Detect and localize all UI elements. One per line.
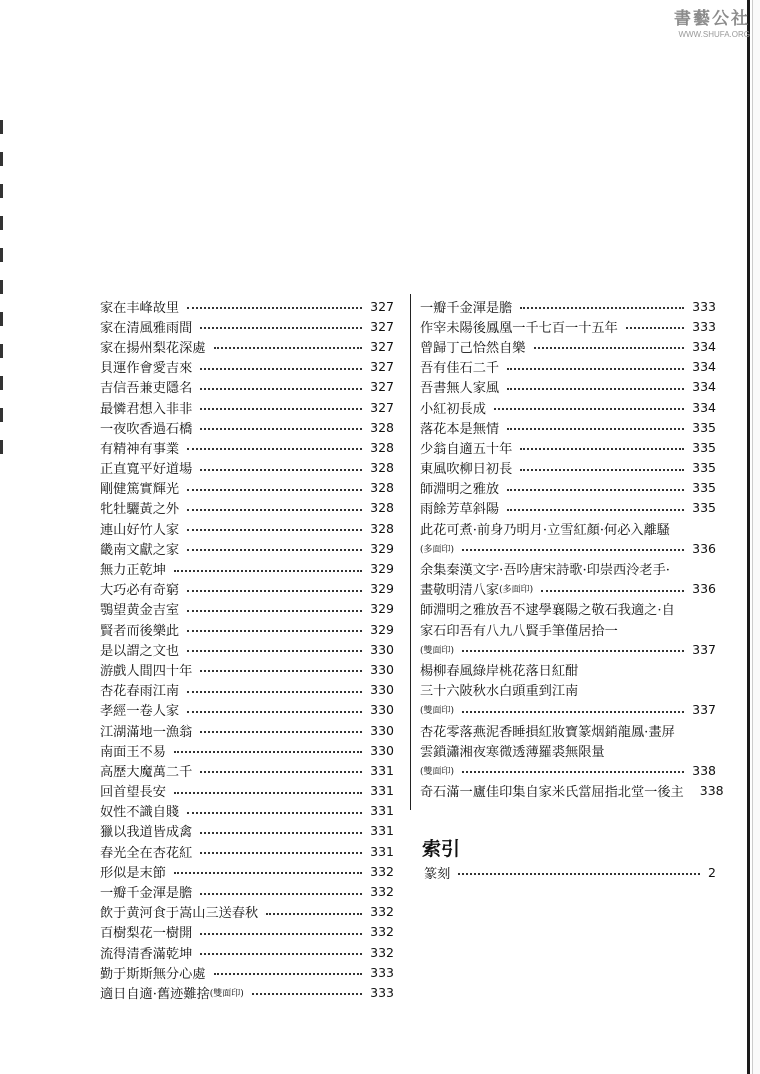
entry-title: 奴性不識自賤: [100, 805, 180, 821]
entry-page: 327: [370, 359, 394, 375]
entry-title: 三十六陂秋水白頭重到江南: [420, 684, 579, 700]
entry-title: 牝牡驪黃之外: [100, 502, 180, 518]
entry-title: 回首望長安: [100, 785, 166, 801]
entry-line: [420, 680, 716, 700]
entry-title: 曾歸丁己恰然自樂: [420, 340, 526, 356]
toc-entry: [100, 881, 394, 901]
toc-entry: [100, 740, 394, 760]
entry-title: 一瓣千金渾是膽: [100, 886, 193, 902]
entry-page: 336: [692, 581, 716, 597]
entry-page: 328: [370, 480, 394, 496]
entry-title: 是以謂之文也: [100, 643, 180, 659]
entry-note: (雙面印): [420, 706, 455, 717]
leader-dots: [187, 650, 362, 652]
entry-page: 333: [692, 318, 716, 334]
toc-entry: [100, 336, 394, 356]
toc-entry: [100, 962, 394, 982]
leader-dots: [200, 933, 362, 935]
entry-title: 賢者而後樂此: [100, 623, 180, 639]
toc-entry: [100, 558, 394, 578]
entry-page: 332: [370, 863, 394, 879]
leader-dots: [187, 549, 362, 551]
entry-title: 家在清風雅雨間: [100, 320, 193, 336]
leader-dots: [187, 630, 362, 632]
entry-title: 適日自適·舊迹難捨: [100, 986, 210, 1002]
entry-page: 330: [370, 661, 394, 677]
entry-title: 小紅初長成: [420, 401, 486, 417]
toc-entry: [100, 821, 394, 841]
leader-dots: [200, 388, 362, 390]
entry-note: (多面印): [499, 585, 534, 596]
leader-dots: [200, 953, 362, 955]
toc-entry: [420, 659, 716, 679]
entry-page: 327: [370, 379, 394, 395]
entry-title: 有精神有事業: [100, 441, 180, 457]
entry-page: 330: [370, 682, 394, 698]
index-list: [424, 862, 716, 882]
toc-entry: [420, 781, 724, 801]
entry-page: 332: [370, 884, 394, 900]
leader-dots: [520, 448, 684, 450]
entry-title: 吾有佳石二千: [420, 361, 500, 377]
entry-page: 329: [370, 561, 394, 577]
toc-entry: [100, 579, 394, 599]
entry-title: 游戲人間四十年: [100, 663, 193, 679]
entry-title: 飲于黄河食于嵩山三送春秋: [100, 906, 259, 922]
entry-title: 此花可煮·前身乃明月·立雪紅顏·何必入離騷: [420, 522, 670, 538]
entry-title: 勤于斯斯無分心處: [100, 966, 206, 982]
entry-page: 337: [692, 702, 716, 718]
toc-entry: [100, 841, 394, 861]
toc-entry: [100, 437, 394, 457]
toc-entry: [420, 357, 716, 377]
entry-page: 331: [370, 783, 394, 799]
entry-page: 331: [370, 823, 394, 839]
leader-dots: [507, 509, 684, 511]
leader-dots: [174, 872, 362, 874]
entry-line: [420, 740, 716, 760]
entry-title: 吾書無人家風: [420, 381, 500, 397]
entry-line: [420, 558, 716, 578]
toc-entry: [420, 417, 716, 437]
toc-entry: [100, 599, 394, 619]
leader-dots: [200, 670, 362, 672]
leader-dots: [174, 751, 362, 753]
toc-entry: [100, 700, 394, 720]
entry-title: 東風吹柳日初長: [420, 462, 513, 478]
toc-entry: [100, 982, 394, 1002]
leader-dots: [458, 873, 700, 875]
entry-page: 335: [692, 419, 716, 435]
entry-line: [420, 579, 716, 599]
toc-entry: [100, 316, 394, 336]
entry-line: [420, 720, 716, 740]
toc-entry: [420, 558, 716, 598]
toc-entry: [100, 760, 394, 780]
toc-entry: [420, 498, 716, 518]
leader-dots: [252, 993, 362, 995]
entry-title: 春光全在杏花紅: [100, 845, 193, 861]
toc-entry: [100, 659, 394, 679]
entry-title: 貝運作會愛吉來: [100, 361, 193, 377]
entry-title: 大巧必有奇窮: [100, 583, 180, 599]
toc-entry: [100, 417, 394, 437]
toc-left-column: [100, 296, 394, 1003]
leader-dots: [626, 327, 684, 329]
entry-line: [420, 538, 716, 558]
watermark-title: 書藝公社: [674, 9, 750, 29]
leader-dots: [494, 408, 684, 410]
toc-entry: [420, 720, 716, 781]
index-heading: 索引: [422, 838, 461, 860]
entry-page: 335: [692, 500, 716, 516]
entry-page: 335: [692, 439, 716, 455]
entry-page: 336: [692, 540, 716, 556]
entry-title: 楊柳春風綠岸桃花落日紅酣: [420, 663, 579, 679]
entry-page: 330: [370, 702, 394, 718]
entry-title: 百樹梨花一樹開: [100, 926, 193, 942]
entry-title: 一夜吹香過石橋: [100, 421, 193, 437]
toc-entry: [100, 458, 394, 478]
leader-dots: [266, 913, 362, 915]
leader-dots: [187, 691, 362, 693]
entry-title: 剛健篤實輝光: [100, 482, 180, 498]
leader-dots: [541, 590, 684, 592]
index-title: 篆刻: [424, 866, 451, 882]
toc-entry: [100, 680, 394, 700]
entry-title: 師淵明之雅放吾不逮學襄陽之敬石我適之·自: [420, 603, 675, 619]
entry-title: 少翁自適五十年: [420, 441, 513, 457]
entry-title: 無力正乾坤: [100, 563, 166, 579]
entry-page: 329: [370, 581, 394, 597]
entry-title: 家石印吾有八九八賢手筆僅居拾一: [420, 623, 618, 639]
entry-note: (雙面印): [420, 766, 455, 777]
entry-page: 330: [370, 641, 394, 657]
entry-title: 杏花春雨江南: [100, 684, 180, 700]
entry-page: 328: [370, 439, 394, 455]
entry-page: 327: [370, 338, 394, 354]
leader-dots: [507, 368, 684, 370]
entry-page: 334: [692, 399, 716, 415]
toc-entry: [420, 599, 716, 660]
entry-title: 作宰未陽後鳳凰一千七百一十五年: [420, 320, 618, 336]
entry-title: 鶚望黄金吉室: [100, 603, 180, 619]
leader-dots: [187, 590, 362, 592]
toc-entry: [420, 336, 716, 356]
toc-entry: [100, 801, 394, 821]
toc-entry: [100, 861, 394, 881]
entry-title: 獵以我道皆成禽: [100, 825, 193, 841]
page-edge-light: [752, 0, 760, 1074]
watermark-url: WWW.SHUFA.ORG: [678, 30, 750, 39]
entry-page: 335: [692, 480, 716, 496]
entry-page: 334: [692, 379, 716, 395]
entry-title: 形似是末節: [100, 865, 166, 881]
leader-dots: [200, 408, 362, 410]
toc-entry: [420, 478, 716, 498]
leader-dots: [187, 529, 362, 531]
entry-page: 332: [370, 944, 394, 960]
entry-page: 334: [692, 338, 716, 354]
entry-note: (雙面印): [209, 988, 244, 999]
leader-dots: [187, 610, 362, 612]
entry-line: [420, 599, 716, 619]
toc-entry: [100, 518, 394, 538]
entry-page: 327: [370, 318, 394, 334]
entry-page: 334: [692, 359, 716, 375]
index-entry: [424, 862, 716, 882]
leader-dots: [187, 307, 362, 309]
entry-title: 流得清香滿乾坤: [100, 946, 193, 962]
leader-dots: [174, 792, 362, 794]
leader-dots: [200, 852, 362, 854]
leader-dots: [534, 347, 685, 349]
entry-title: 孝經一卷人家: [100, 704, 180, 720]
leader-dots: [187, 509, 362, 511]
toc-entry: [100, 296, 394, 316]
leader-dots: [507, 428, 684, 430]
entry-title: 高歷大魔萬二千: [100, 764, 193, 780]
entry-page: 338: [692, 762, 716, 778]
entry-page: 327: [370, 298, 394, 314]
entry-title: 畫敬明清八家: [420, 583, 500, 599]
entry-page: 330: [370, 722, 394, 738]
toc-right-column: [420, 296, 724, 801]
entry-title: 南面王不易: [100, 744, 166, 760]
toc-entry: [100, 478, 394, 498]
entry-page: 330: [370, 742, 394, 758]
leader-dots: [187, 489, 362, 491]
entry-page: 329: [370, 601, 394, 617]
entry-line: [420, 639, 716, 659]
entry-page: 332: [370, 904, 394, 920]
toc-entry: [420, 458, 716, 478]
toc-entry: [420, 437, 716, 457]
entry-title: 一瓣千金渾是膽: [420, 300, 513, 316]
leader-dots: [200, 368, 362, 370]
entry-line: [420, 700, 716, 720]
toc-entry: [100, 639, 394, 659]
watermark-logo: [642, 4, 750, 46]
entry-page: 327: [370, 399, 394, 415]
entry-page: 331: [370, 762, 394, 778]
toc-entry: [100, 377, 394, 397]
index-page: 2: [708, 864, 716, 880]
entry-page: 337: [692, 641, 716, 657]
leader-dots: [200, 893, 362, 895]
entry-line: [420, 518, 716, 538]
entry-note: (雙面印): [420, 645, 455, 656]
leader-dots: [200, 771, 362, 773]
entry-page: 328: [370, 460, 394, 476]
entry-title: 吉信吾兼吏隱名: [100, 381, 193, 397]
entry-page: 328: [370, 500, 394, 516]
leader-dots: [200, 731, 362, 733]
leader-dots: [187, 711, 362, 713]
entry-title: 杏花零落燕泥香睡損紅妝寶篆烟銷龍鳳·畫屏: [420, 724, 675, 740]
leader-dots: [507, 388, 684, 390]
leader-dots: [520, 469, 684, 471]
entry-title: 奇石滿一廬佳印集自家米氏當屈指北堂一後主: [420, 785, 684, 801]
leader-dots: [214, 347, 363, 349]
entry-line: [420, 760, 716, 780]
leader-dots: [187, 812, 362, 814]
leader-dots: [174, 570, 362, 572]
entry-title: 雲鎖瀟湘夜寒微透薄羅裘無限量: [420, 744, 605, 760]
toc-entry: [420, 518, 716, 558]
toc-entry: [420, 680, 716, 720]
entry-title: 家在揚州梨花深處: [100, 340, 206, 356]
leader-dots: [462, 650, 684, 652]
entry-page: 328: [370, 520, 394, 536]
leader-dots: [200, 428, 362, 430]
leader-dots: [462, 711, 684, 713]
column-divider: [410, 294, 411, 810]
toc-entry: [100, 538, 394, 558]
leader-dots: [187, 448, 362, 450]
toc-entry: [100, 902, 394, 922]
entry-page: 332: [370, 924, 394, 940]
entry-title: 家在丰峰故里: [100, 300, 180, 316]
entry-title: 最憐君想入非非: [100, 401, 193, 417]
toc-entry: [420, 296, 716, 316]
entry-title: 落花本是無情: [420, 421, 500, 437]
entry-page: 335: [692, 460, 716, 476]
entry-page: 338: [699, 783, 724, 799]
leader-dots: [462, 549, 684, 551]
entry-title: 江湖滿地一漁翁: [100, 724, 193, 740]
toc-entry: [420, 316, 716, 336]
toc-entry: [420, 377, 716, 397]
toc-entry: [100, 619, 394, 639]
leader-dots: [200, 469, 362, 471]
entry-line: [420, 619, 716, 639]
toc-entry: [100, 498, 394, 518]
leader-dots: [462, 771, 684, 773]
entry-page: 329: [370, 540, 394, 556]
toc-entry: [100, 781, 394, 801]
leader-dots: [520, 307, 684, 309]
binding-marks: [0, 120, 4, 490]
entry-title: 畿南文獻之家: [100, 542, 180, 558]
entry-title: 雨餘芳草斜陽: [420, 502, 500, 518]
page-edge-dark: [747, 0, 750, 1074]
entry-title: 余集秦漢文字·吾吟唐宋詩歌·印崇西泠老手·: [420, 563, 670, 579]
toc-entry: [100, 720, 394, 740]
toc-entry: [420, 397, 716, 417]
leader-dots: [200, 327, 362, 329]
entry-page: 329: [370, 621, 394, 637]
entry-page: 328: [370, 419, 394, 435]
leader-dots: [507, 489, 684, 491]
toc-entry: [100, 397, 394, 417]
leader-dots: [200, 832, 362, 834]
entry-title: 連山好竹人家: [100, 522, 180, 538]
entry-title: 正直寬平好道場: [100, 462, 193, 478]
entry-page: 331: [370, 843, 394, 859]
entry-page: 333: [370, 964, 394, 980]
leader-dots: [214, 973, 363, 975]
entry-note: (多面印): [420, 544, 455, 555]
toc-entry: [100, 357, 394, 377]
toc-entry: [100, 922, 394, 942]
entry-page: 333: [370, 984, 394, 1000]
toc-entry: [100, 942, 394, 962]
entry-page: 331: [370, 803, 394, 819]
entry-title: 師淵明之雅放: [420, 482, 500, 498]
entry-page: 333: [692, 298, 716, 314]
